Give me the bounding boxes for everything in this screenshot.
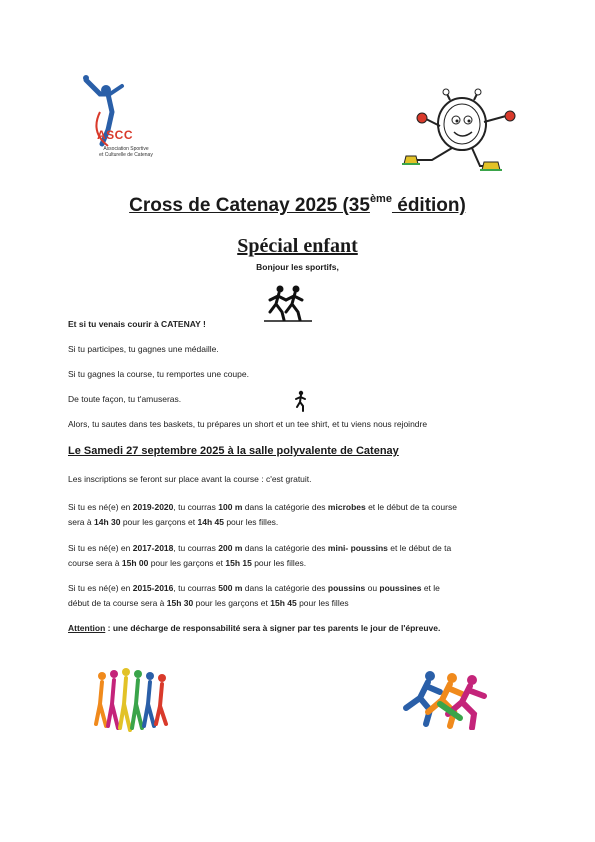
colorful-runner-silhouettes-icon bbox=[400, 668, 490, 730]
category-1-line-2: sera à 14h 30 pour les garçons et 14h 45 pour les filles. bbox=[68, 517, 279, 527]
category-paragraph-2 bbox=[68, 541, 538, 571]
small-runner-icon bbox=[294, 390, 308, 412]
cartoon-alarm-clock-runner-icon bbox=[392, 86, 522, 186]
category-paragraph-1 bbox=[68, 500, 538, 530]
category-2-line-2: course sera à 15h 00 pour les garçons et 15h 15 pour les filles. bbox=[68, 558, 307, 568]
warning-text: : une décharge de responsabilité sera à signer par tes parents le jour de l'épreuve. bbox=[105, 623, 441, 633]
category-2-line-1: Si tu es né(e) en 2017-2018, tu courras 200 m dans la catégorie des mini- poussins et le début de ta bbox=[68, 543, 452, 553]
title-main: Cross de Catenay 2025 (35 bbox=[129, 195, 370, 216]
subtitle: Spécial enfant bbox=[237, 235, 358, 257]
page-title bbox=[0, 193, 595, 217]
logo-subtitle bbox=[86, 146, 166, 158]
intro-line: Et si tu venais courir à CATENAY ! bbox=[68, 319, 206, 329]
category-3-line-1: Si tu es né(e) en 2015-2016, tu courras 500 m dans la catégorie des poussins ou poussines et le bbox=[68, 583, 440, 593]
text-line-3: De toute façon, tu t'amuseras. bbox=[68, 394, 182, 404]
event-date: Le Samedi 27 septembre 2025 à la salle polyvalente de Catenay bbox=[68, 445, 399, 457]
colorful-runners-crowd-icon bbox=[92, 664, 172, 734]
logo-name: ASCC bbox=[97, 128, 134, 142]
logo-line-1: Association Sportive bbox=[103, 146, 149, 152]
registration-line: Les inscriptions se feront sur place avant la course : c'est gratuit. bbox=[68, 474, 312, 484]
category-1-line-1: Si tu es né(e) en 2019-2020, tu courras 100 m dans la catégorie des microbes et le début de ta course bbox=[68, 502, 457, 512]
runners-silhouette-icon bbox=[264, 284, 312, 322]
text-line-2: Si tu gagnes la course, tu remportes une coupe. bbox=[68, 369, 249, 379]
category-paragraph-3 bbox=[68, 581, 538, 611]
title-superscript: ème bbox=[369, 193, 392, 205]
title-rest: édition) bbox=[391, 195, 466, 216]
text-line-4: Alors, tu sautes dans tes baskets, tu prépares un short et un tee shirt, et tu viens nous rejoindre bbox=[68, 419, 428, 429]
warning-label: Attention bbox=[68, 623, 106, 633]
warning-line bbox=[68, 623, 440, 633]
greeting: Bonjour les sportifs, bbox=[256, 262, 339, 272]
category-3-line-2: début de ta course sera à 15h 30 pour les garçons et 15h 45 pour les filles bbox=[68, 598, 349, 608]
text-line-1: Si tu participes, tu gagnes une médaille. bbox=[68, 344, 219, 354]
logo-line-2: et Culturelle de Catenay bbox=[99, 152, 153, 158]
